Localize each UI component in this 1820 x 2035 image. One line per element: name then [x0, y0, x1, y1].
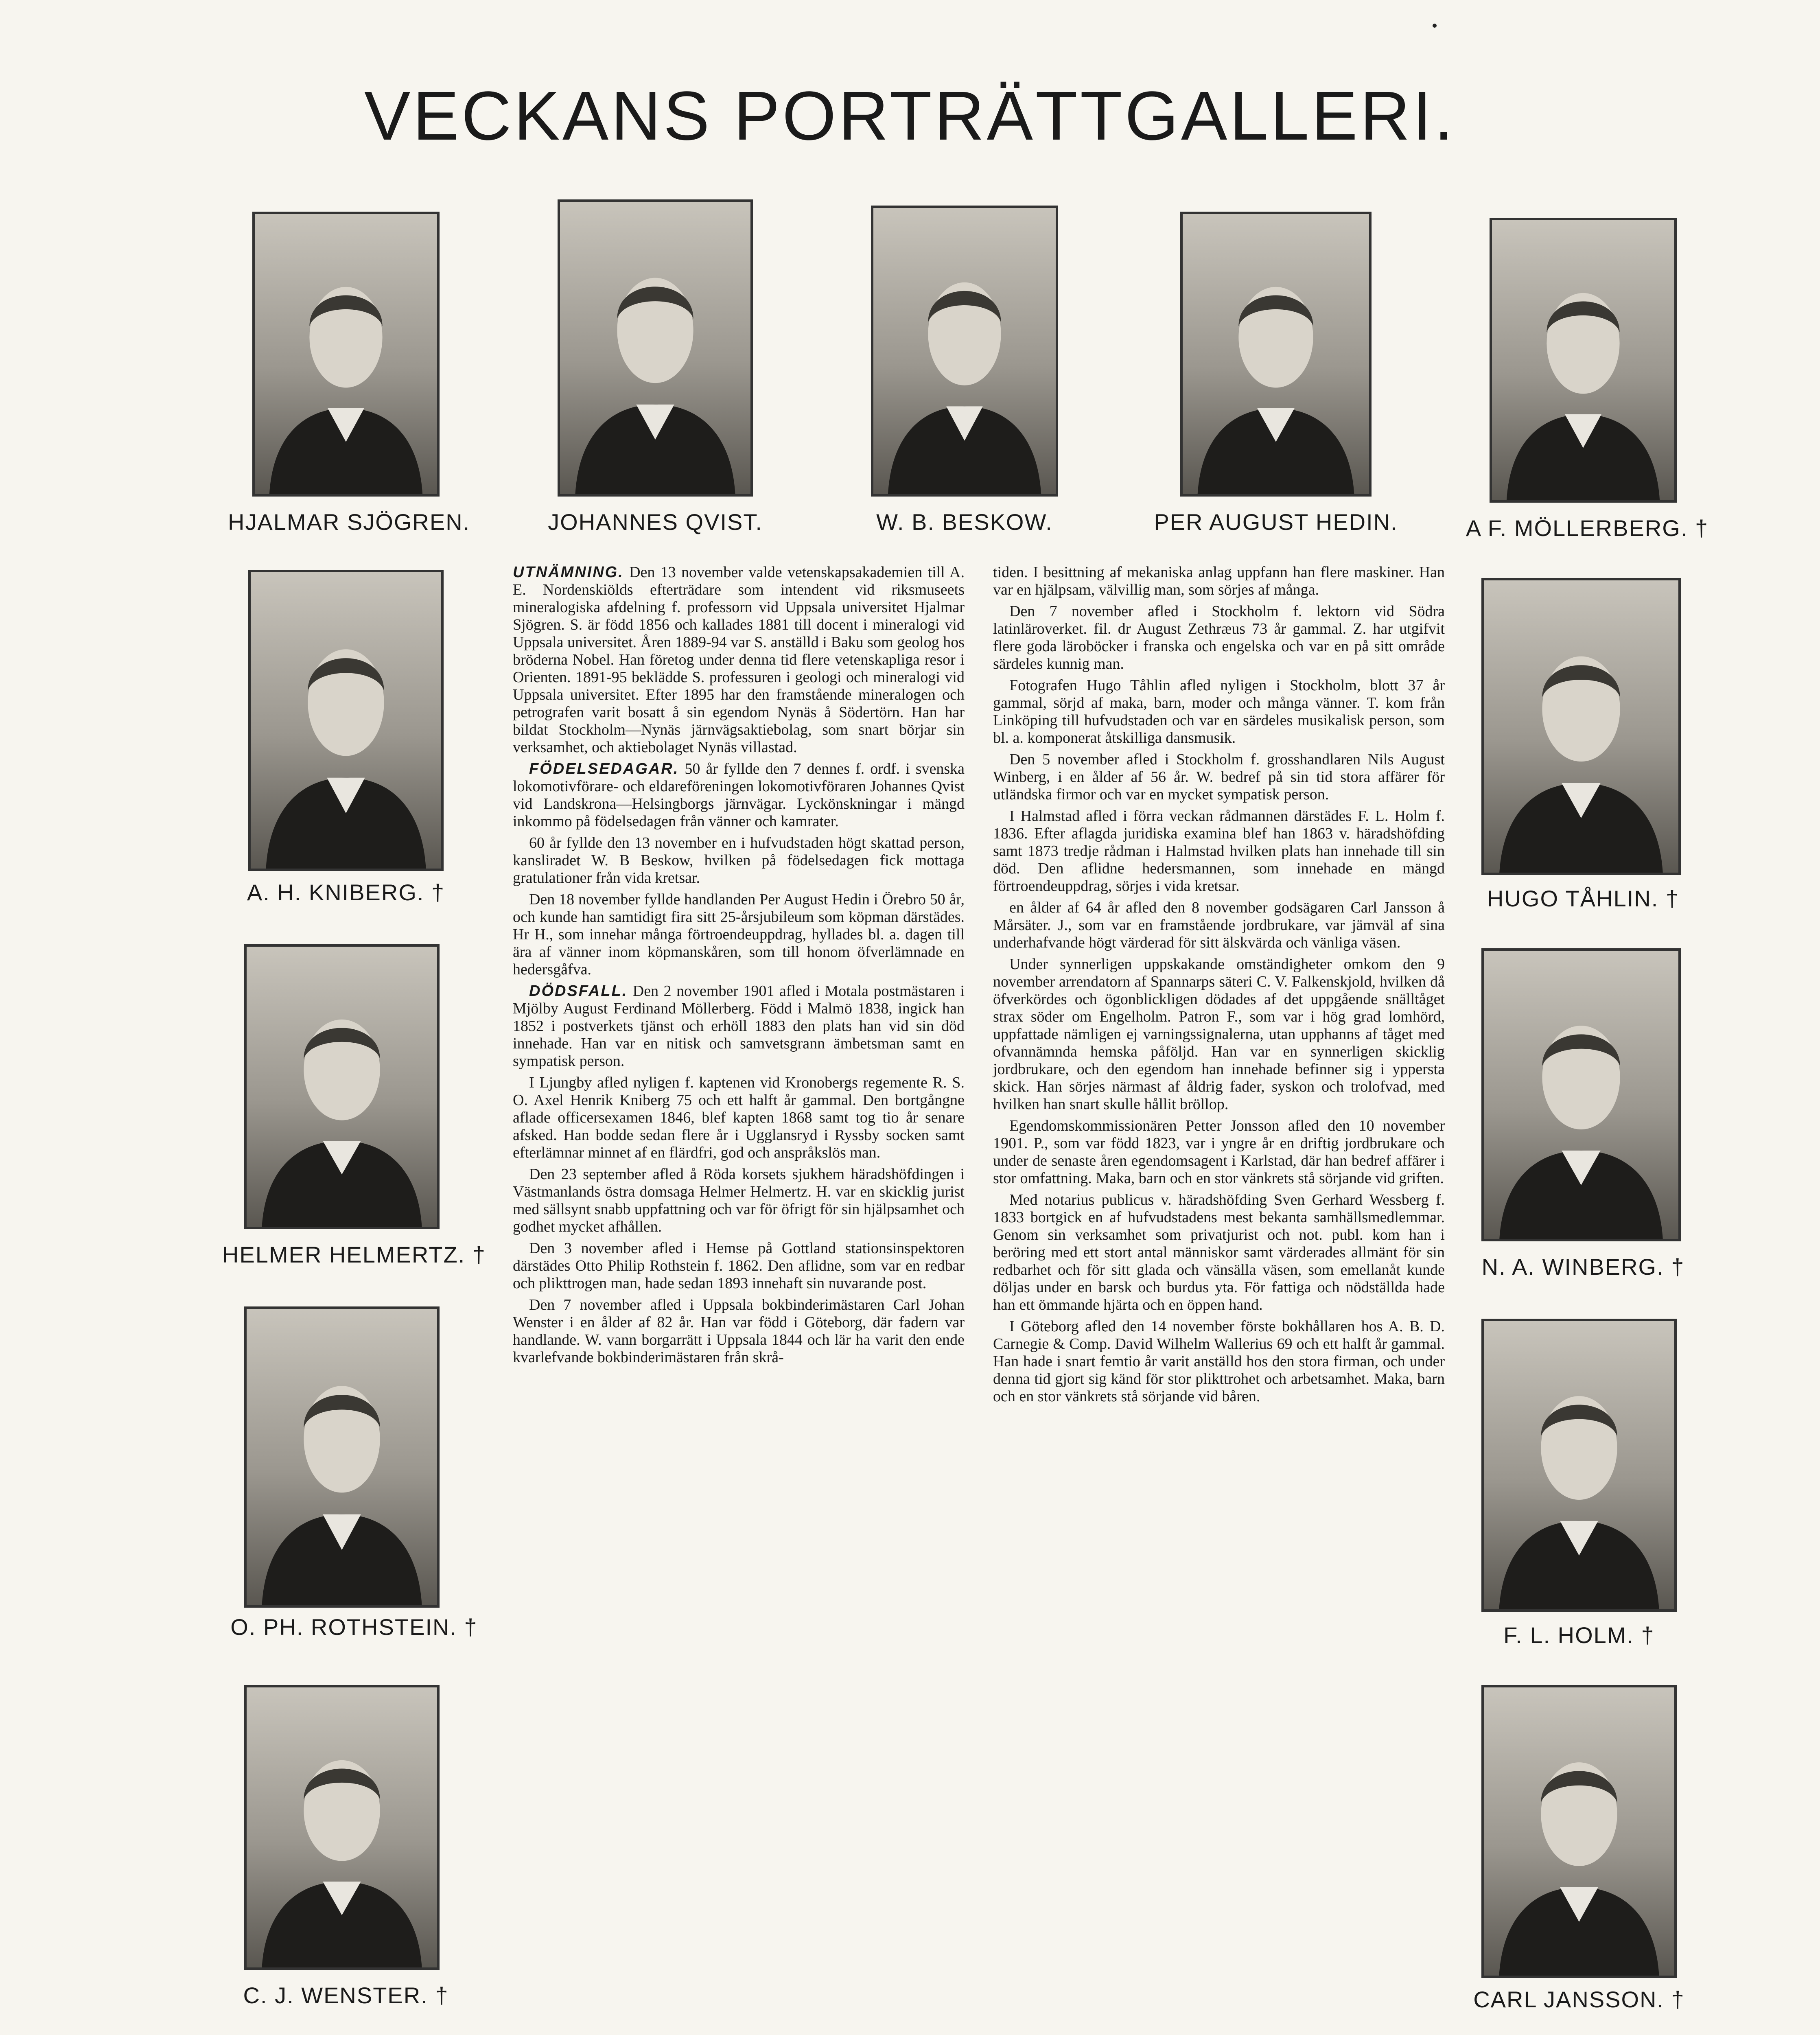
paragraph-fodelsedagar: [513, 760, 965, 830]
portrait-silhouette: [1183, 214, 1369, 494]
paragraph-wallerius: I Göteborg afled den 14 november förste bokhållaren hos A. B. D. Carnegie & Comp. David Wilhelm Wallerius 69 och ett halft år gammal. Han hade i snart femtio år varit anställd hos den stora firman, och under denna tid gjort sig känd för stor plikttrohet och arbetsamhet. Maka, barn och en stor vänkrets stå sörjande vid båren.: [993, 1318, 1445, 1405]
paragraph-hedin: Den 18 november fyllde handlanden Per August Hedin i Örebro 50 år, och kunde han samtidigt fira sitt 25-årsjubileum som köpman därstädes. Hr H., som innehar många förtroendeuppdrag, hyllades bl. a. dagen till ära af vänner inom köpmanskåren, som till honom öfverlämnade en hedersgåfva.: [513, 891, 965, 978]
paragraph-continuation: tiden. I besittning af mekaniska anlag uppfann han flere maskiner. Han var en hjälpsam, välvillig man, som sörjes af många.: [993, 564, 1445, 598]
paragraph-kniberg: I Ljungby afled nyligen f. kaptenen vid Kronobergs regemente R. S. O. Axel Henrik Kniberg 75 och ett halft år gammal. Den bortgångne aflade officersexamen 1846, blef kapten 1868 samt tog tio år senare afsked. Han bodde sedan flere år i Ugglansryd i Ryssby socken samt efterlämnar minnet af en flärdfri, god och anspråkslös man.: [513, 1074, 965, 1161]
portrait-tahlin: [1481, 578, 1681, 875]
page-title: VECKANS PORTRÄTTGALLERI.: [364, 77, 1456, 155]
portrait-silhouette: [1484, 580, 1678, 873]
portrait-rothstein: [244, 1306, 440, 1608]
portrait-silhouette: [247, 947, 437, 1227]
paragraph-jansson: en ålder af 64 år afled den 8 november godsägaren Carl Jansson å Mårsäter. J., som var en framstående jordbrukare, var jämväl af sina underhafvande högt värderad för sitt älskvärda och vänliga väsen.: [993, 899, 1445, 951]
caption-qvist: JOHANNES QVIST.: [548, 509, 763, 535]
caption-rothstein: O. PH. ROTHSTEIN. †: [230, 1614, 478, 1640]
text-utnamning: Den 13 november valde vetenskapsakademien till A. E. Nordenskiölds efterträdare som intendent vid riksmuseets mineralogiska afdelning f. professorn vid Uppsala universitet Hjalmar Sjögren. S. är född 1856 och kallades 1881 till docent i mineralogi vid Uppsala universitet. Åren 1889-94 var S. anställd i Baku som geolog hos bröderna Nobel. Han företog under denna tid flere vetenskapliga resor i Orienten. 1891-95 beklädde S. professuren i geologi och mineralogi vid Uppsala universitet. Efter 1895 har den framstående mineralogen och petrografen varit bosatt å sin egendom Nynäs å Södertörn. Han har bildat Stockholm—Nynäs järnvägsaktiebolag, som snart börjar sin verksamhet, och aktiebolaget Nynäs villastad.: [513, 564, 965, 756]
paragraph-winberg: Den 5 november afled i Stockholm f. grosshandlaren Nils August Winberg, i en ålder af 56 år. W. bedref på sin tid stora affärer för utländska firmor och var en mycket sympatisk person.: [993, 751, 1445, 803]
portrait-silhouette: [251, 572, 441, 869]
paragraph-falkenskjold: Under synnerligen uppskakande omständigheter omkom den 9 november arrendatorn af Spannarps säteri C. V. Falkenskjold, hvilken då öfverkördes och ögonblickligen dödades af det uppgående snälltåget strax söder om Engelholm. Patron F., som var i hög grad lomhörd, uppfattade nämligen ej varningssignalerna, utan upphanns af tåget med ofvannämnda hemska påföljd. Han var en synnerligen skicklig jordbrukare, och den egendom han innehade befinner sig i yppersta skick. Han sörjes närmast af åldrig fader, syskon och trolofvad, med hvilken han snart skulle hållit bröllop.: [993, 956, 1445, 1113]
heading-dodsfall: DÖDSFALL.: [529, 982, 628, 1000]
paragraph-tahlin: Fotografen Hugo Tåhlin afled nyligen i Stockholm, blott 37 år gammal, sörjd af maka, barn, moder och många vänner. T. kom från Linköping till hufvudstaden och var en särdeles musikalisk person, som bl. a. komponerat åtskilliga dansmusik.: [993, 677, 1445, 746]
portrait-wenster: [244, 1685, 440, 1970]
portrait-silhouette: [247, 1309, 437, 1605]
paragraph-jonsson: Egendomskommissionären Petter Jonsson afled den 10 november 1901. P., som var född 1823, var i yngre år en driftig jordbrukare och under de senaste åren egendomsagent i Karlstad, där han bedref affärer i stor omfattning. Maka, barn och en stor vänkrets stå sörjande vid griften.: [993, 1117, 1445, 1187]
text-column-1: [513, 564, 965, 2017]
portrait-holm: [1481, 1319, 1677, 1612]
caption-mollerberg: A F. MÖLLERBERG. †: [1466, 515, 1709, 541]
text-column-2: [993, 564, 1445, 2017]
heading-fodelsedagar: FÖDELSEDAGAR.: [529, 760, 679, 777]
portrait-winberg: [1481, 948, 1681, 1241]
portrait-silhouette: [873, 208, 1056, 494]
caption-beskow: W. B. BESKOW.: [876, 509, 1053, 535]
portrait-beskow: [871, 206, 1058, 497]
ink-speck: [1433, 24, 1437, 28]
caption-tahlin: HUGO TÅHLIN. †: [1487, 886, 1679, 911]
caption-winberg: N. A. WINBERG. †: [1481, 1254, 1685, 1280]
portrait-hedin: [1180, 212, 1372, 497]
portrait-silhouette: [1492, 220, 1674, 500]
paragraph-helmertz: Den 23 september afled å Röda korsets sjukhem häradshöfdingen i Västmanlands östra domsaga Helmer Helmertz. H. var en skicklig jurist med sällsynt snabb uppfattning och var för öfrigt för sin hjälpsamhet och godhet mycket afhållen.: [513, 1166, 965, 1235]
caption-helmertz: HELMER HELMERTZ. †: [222, 1242, 486, 1267]
portrait-silhouette: [1484, 1321, 1674, 1609]
paragraph-zethraeus: Den 7 november afled i Stockholm f. lektorn vid Södra latinläroverket. fil. dr August Zethræus 73 år gammal. Z. har utgifvit flere goda läroböcker i franska och engelska och var en på sitt område särdeles kunnig man.: [993, 603, 1445, 672]
paragraph-holm: I Halmstad afled i förra veckan rådmannen därstädes F. L. Holm f. 1836. Efter aflagda juridiska examina blef han 1863 v. häradshöfding samt 1873 tredje rådman i Halmstad hvilken plats han innehade till sin död. Den aflidne hedersmannen, som innehade en mängd förtroendeuppdrag, sörjes i vida kretsar.: [993, 807, 1445, 895]
portrait-qvist: [558, 199, 753, 497]
portrait-silhouette: [1484, 951, 1678, 1239]
portrait-silhouette: [1484, 1687, 1674, 1976]
portrait-silhouette: [247, 1687, 437, 1967]
portrait-kniberg: [248, 570, 444, 871]
portrait-helmertz: [244, 944, 440, 1229]
caption-sjogren: HJALMAR SJÖGREN.: [228, 509, 470, 535]
portrait-mollerberg: [1490, 218, 1677, 503]
paragraph-wenster: Den 7 november afled i Uppsala bokbinderimästaren Carl Johan Wenster i en ålder af 82 år. Han var född i Göteborg, där fadern var handlande. W. vann borgarrätt i Uppsala 1844 och lär ha varit den ende kvarlefvande bokbinderimästaren från skrå-: [513, 1296, 965, 1366]
portrait-silhouette: [255, 214, 437, 494]
caption-holm: F. L. HOLM. †: [1503, 1622, 1655, 1648]
paragraph-rothstein: Den 3 november afled i Hemse på Gottland stationsinspektoren därstädes Otto Philip Rothstein f. 1862. Den aflidne, som var en redbar och plikttrogen man, hade sedan 1893 innehaft sin nuvarande post.: [513, 1240, 965, 1292]
paragraph-utnamning: [513, 564, 965, 756]
caption-kniberg: A. H. KNIBERG. †: [247, 880, 445, 905]
portrait-jansson: [1481, 1685, 1677, 1978]
paragraph-beskow: 60 år fyllde den 13 november en i hufvudstaden högt skattad person, kansliradet W. B Beskow, hvilken på födelsedagen fick mottaga gratulationer från vida kretsar.: [513, 834, 965, 886]
text-fodelsedagar: 50 år fyllde den 7 dennes f. ordf. i svenska lokomotivförare- och eldareföreningen lokomotivföraren Johannes Qvist vid Landskrona—Helsingborgs järnvägar. Lyckönskningar i mängd inkommo på födelsedagen från vänner och kamrater.: [513, 760, 965, 830]
paragraph-dodsfall: [513, 982, 965, 1070]
portrait-sjogren: [252, 212, 440, 497]
paragraph-wessberg: Med notarius publicus v. häradshöfding Sven Gerhard Wessberg f. 1833 bortgick en af hufvudstadens mest bekanta samhällsmedlemmar. Genom sin verksamhet som privatjurist och not. publ. kom han i beröring med ett stort antal människor samt värderades allmänt för sin redbarhet och för sitt glada och vänsälla väsen, som emellanåt kunde döljas under en barsk och burdus yta. För fattiga och nödställda hade han ett ömmande hjärta och en öppen hand.: [993, 1191, 1445, 1313]
portrait-silhouette: [560, 202, 750, 494]
heading-utnamning: UTNÄMNING.: [513, 564, 624, 581]
caption-jansson: CARL JANSSON. †: [1473, 1987, 1685, 2012]
caption-hedin: PER AUGUST HEDIN.: [1154, 509, 1398, 535]
text-dodsfall: Den 2 november 1901 afled i Motala postmästaren i Mjölby August Ferdinand Möllerberg. Född i Malmö 1838, ingick han 1852 i postverkets tjänst och erhöll 1883 den plats han vid sin död innehade. Han var en nitisk och samvetsgrann ämbetsman samt en sympatisk person.: [513, 982, 965, 1070]
caption-wenster: C. J. WENSTER. †: [243, 1982, 449, 2008]
